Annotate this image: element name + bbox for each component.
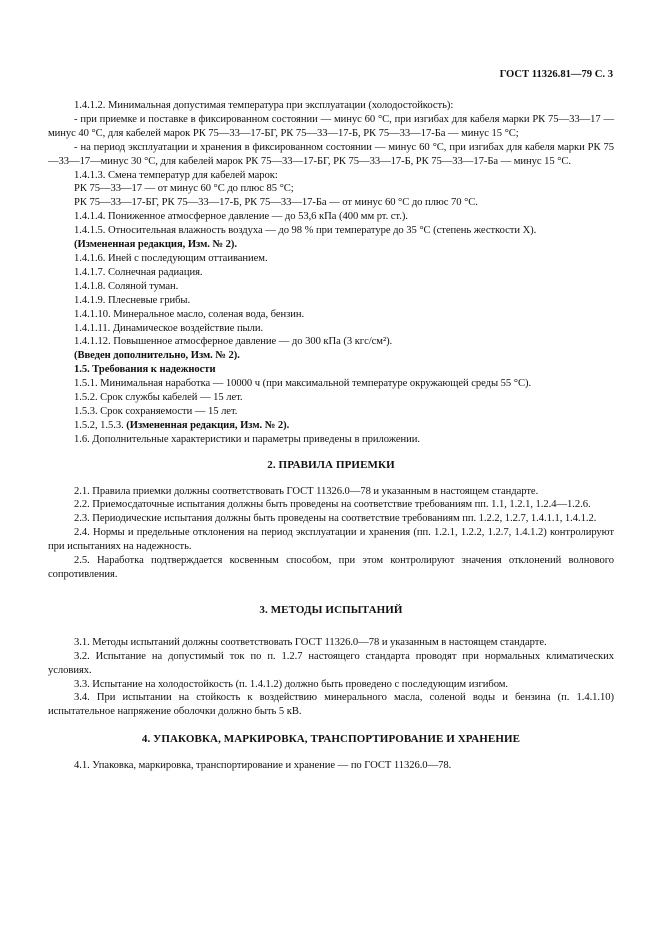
clause-1-4-1-9: 1.4.1.9. Плесневые грибы. [74, 294, 191, 306]
clause-1-5-3: 1.5.3. Срок сохраняемости — 15 лет. [74, 405, 238, 417]
clause-1-4-1-12: 1.4.1.12. Повышенное атмосферное давление — до 300 кПа (3 кгс/см²). [74, 336, 393, 348]
clause-2-5: 2.5. Наработка подтверждается косвенным способом, при этом контролируют значения отклонений волнового сопротивления. [48, 555, 614, 580]
clause-1-4-1-2-item-delivery: - при приемке и поставке в фиксированном состоянии — минус 60 °С, при изгибах для кабеля марки РК 75—33—17 — минус 40 °С, для кабелей марок РК 75—33—17-БГ, РК 75—33—17-Б, РК 75—33—17-Ба — минус 15 °С; [48, 113, 614, 139]
clause-1-4-1-6: 1.4.1.6. Иней с последующим оттаиванием. [74, 252, 268, 264]
clause-2-2: 2.2. Приемосдаточные испытания должны быть проведены на соответствие требованиям пп. 1.1, 1.2.1, 1.2.4—1.2.6. [74, 499, 591, 511]
clause-1-4-1-2: 1.4.1.2. Минимальная допустимая температура при эксплуатации (холодостойкость): [74, 100, 454, 111]
section-1-continuation [48, 99, 614, 447]
clause-3-1: 3.1. Методы испытаний должны соответствовать ГОСТ 11326.0—78 и указанным в настоящем стандарте. [74, 636, 547, 648]
clause-1-4-1-7: 1.4.1.7. Солнечная радиация. [74, 266, 203, 278]
clause-1-4-1-2-item-operation: - на период эксплуатации и хранения в фиксированном состоянии — минус 60 °С, при изгибах для кабеля марки РК 75—33—17—минус 30 °С, для кабелей марок РК 75—33—17-БГ, РК 75—33—17-Б, РК 75—33—17-Ба — минус 15 °С. [48, 141, 614, 167]
section-4-body [48, 759, 614, 773]
clause-3-4: 3.4. При испытании на стойкость к воздействию минерального масла, соленой воды и бензина (п. 1.4.1.10) испытательное напряжение оболочки должно быть 5 кВ. [48, 692, 614, 718]
running-header: ГОСТ 11326.81—79 С. 3 [499, 69, 613, 80]
clause-1-4-1-8: 1.4.1.8. Соляной туман. [74, 280, 179, 292]
clause-3-2: 3.2. Испытание на допустимый ток по п. 1.2.7 настоящего стандарта проводят при нормальных климатических условиях. [48, 650, 614, 676]
clause-ref-prefix: 1.5.2, 1.5.3. [74, 419, 124, 431]
section-2-body [48, 485, 614, 582]
clause-1-4-1-10: 1.4.1.10. Минеральное масло, соленая вода, бензин. [74, 308, 305, 320]
section-3-body [48, 636, 614, 719]
clause-4-1: 4.1. Упаковка, маркировка, транспортирование и хранение — по ГОСТ 11326.0—78. [74, 760, 452, 772]
document-body [48, 68, 614, 773]
section-4-heading: 4. УПАКОВКА, МАРКИРОВКА, ТРАНСПОРТИРОВАНИЕ И ХРАНЕНИЕ [141, 733, 521, 746]
clause-1-4-1-11: 1.4.1.11. Динамическое воздействие пыли. [74, 322, 264, 334]
clause-1-4-1-3-item-b: РК 75—33—17-БГ, РК 75—33—17-Б, РК 75—33—17-Ба — от минус 60 °С до плюс 70 °С. [74, 197, 478, 209]
clause-2-3: 2.3. Периодические испытания должны быть проведены на соответствие требованиям пп. 1.2.2, 1.2.7, 1.4.1.1, 1.4.1.2. [74, 513, 597, 525]
clause-1-5-1: 1.5.1. Минимальная наработка — 10000 ч (при максимальной температуре окружающей среды 55 °С). [74, 378, 532, 390]
section-2-heading: 2. ПРАВИЛА ПРИЕМКИ [267, 458, 395, 471]
amendment-note-added: (Введен дополнительно, Изм. № 2). [74, 350, 240, 362]
amendment-note-edited: (Измененная редакция, Изм. № 2). [74, 239, 237, 251]
clause-3-3: 3.3. Испытание на холодостойкость (п. 1.4.1.2) должно быть проведено с последующим изгибом. [74, 678, 508, 690]
clause-1-4-1-3: 1.4.1.3. Смена температур для кабелей марок: [74, 169, 278, 181]
subsection-heading-reliability: 1.5. Требования к надежности [74, 364, 216, 376]
clause-1-5-2-1-5-3-amendment [48, 419, 614, 433]
section-3-heading: 3. МЕТОДЫ ИСПЫТАНИЙ [259, 603, 403, 616]
clause-2-4: 2.4. Нормы и предельные отклонения на период эксплуатации и хранения (пп. 1.2.1, 1.2.2, 1.2.7, 1.4.1.2) контролируют при испытаниях на надежность. [48, 527, 614, 553]
amendment-note-edited-2: (Измененная редакция, Изм. № 2). [126, 419, 290, 431]
clause-1-4-1-3-item-a: РК 75—33—17 — от минус 60 °С до плюс 85 °С; [74, 183, 294, 195]
clause-1-5-2: 1.5.2. Срок службы кабелей — 15 лет. [74, 392, 243, 404]
clause-2-1: 2.1. Правила приемки должны соответствовать ГОСТ 11326.0—78 и указанным в настоящем стандарте. [74, 485, 539, 497]
clause-1-4-1-5: 1.4.1.5. Относительная влажность воздуха — до 98 % при температуре до 35 °С (степень жесткости X). [74, 225, 537, 237]
clause-1-4-1-4: 1.4.1.4. Пониженное атмосферное давление — до 53,6 кПа (400 мм рт. ст.). [74, 211, 408, 223]
clause-1-6: 1.6. Дополнительные характеристики и параметры приведены в приложении. [74, 433, 420, 445]
